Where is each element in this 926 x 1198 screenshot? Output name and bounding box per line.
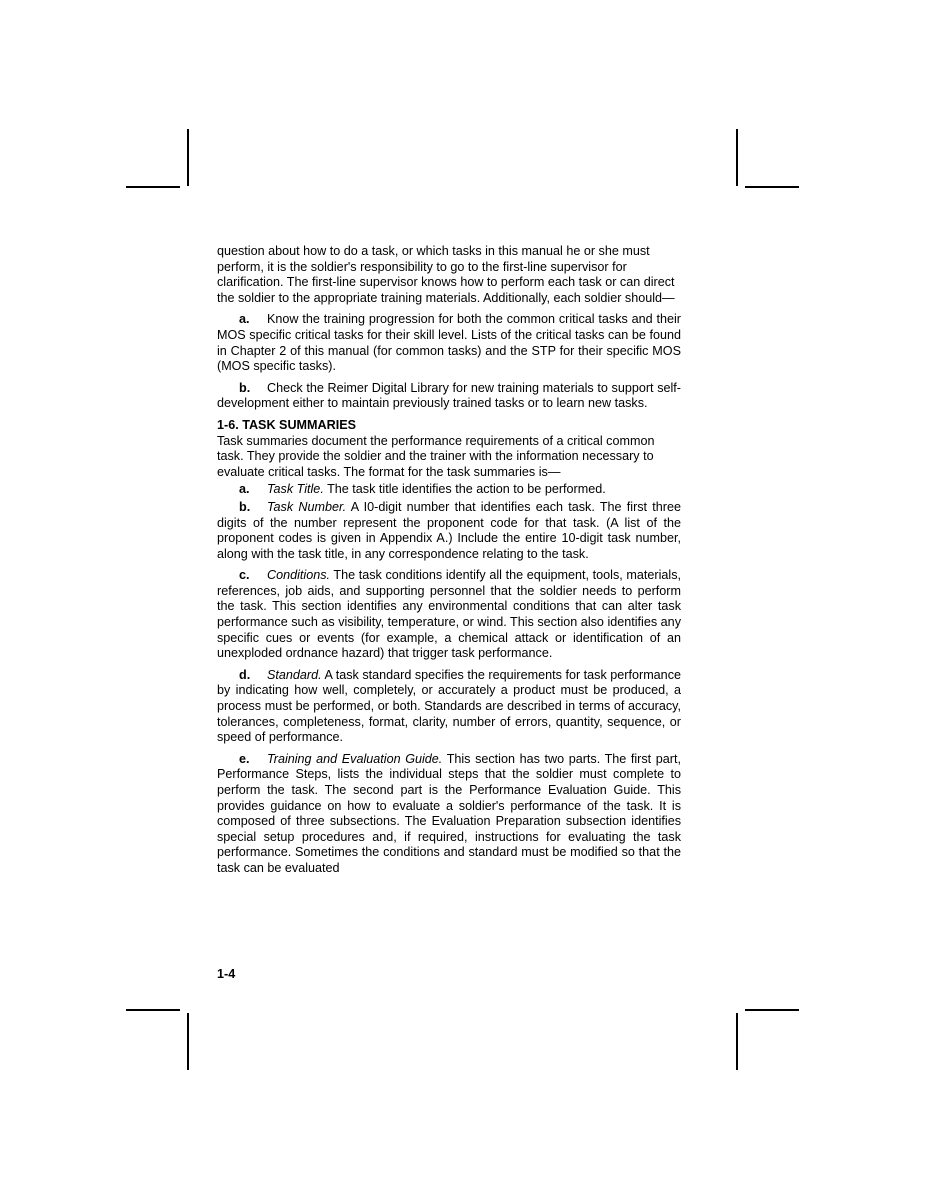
crop-mark-bottom-left-vertical (187, 1013, 189, 1070)
paragraph-b-text: Check the Reimer Digital Library for new training materials to support self-development either to maintain previously trained tasks or to learn new tasks. (217, 380, 681, 411)
body-text (217, 244, 681, 883)
crop-mark-bottom-right-horizontal (745, 1009, 799, 1011)
summary-item-c-term: Conditions. (267, 568, 331, 583)
crop-mark-top-right-horizontal (745, 186, 799, 188)
paragraph-b (217, 381, 681, 412)
summary-item-c-text: The task conditions identify all the equipment, tools, materials, references, job aids, and supporting personnel that the soldier needs to perform the task. This section identifies any environmental conditions that can alter task performance such as visibility, temperature, or wind. This section also identifies any specific cues or events (for example, a chemical attack or identification of an unexploded ordnance hazard) that trigger task performance. (217, 568, 681, 661)
summary-item-d-letter: d. (239, 667, 251, 682)
summary-item-e-term: Training and Evaluation Guide. (267, 751, 443, 766)
summary-item-a-letter: a. (239, 482, 250, 497)
summary-item-a-text: The task title identifies the action to be performed. (323, 482, 606, 497)
summary-item-e (217, 752, 681, 877)
summary-item-c (217, 568, 681, 662)
crop-mark-bottom-right-vertical (736, 1013, 738, 1070)
summary-item-b-letter: b. (239, 499, 251, 514)
crop-mark-top-left-horizontal (126, 186, 180, 188)
crop-mark-bottom-left-horizontal (126, 1009, 180, 1011)
summary-item-b-text: A I0-digit number that identifies each task. The first three digits of the number represent the proponent code for that task. (A list of the proponent codes is given in Appendix A.) Include the entire 10-digit task number, along with the task title, in any correspondence relating to the task. (217, 499, 681, 561)
paragraph-b-letter: b. (239, 380, 251, 395)
summary-item-e-letter: e. (239, 751, 250, 766)
summary-item-e-text: This section has two parts. The first part, Performance Steps, lists the individual steps that the soldier must complete to perform the task. The second part is the Performance Evaluation Guide. This provides guidance on how to evaluate a soldier's performance of the task. It is composed of three subsections. The Evaluation Preparation subsection identifies special setup procedures and, if required, instructions for evaluating the task performance. Sometimes the conditions and standard must be modified so that the task can be evaluated (217, 751, 681, 875)
summary-item-d-term: Standard. (267, 667, 322, 682)
page-number: 1-4 (217, 967, 236, 981)
summary-item-d-text: A task standard specifies the requirements for task performance by indicating how well, completely, or accurately a product must be produced, a process must be performed, or both. Standards are described in terms of accuracy, tolerances, completeness, format, clarity, number of errors, quantity, sequence, or speed of performance. (217, 667, 681, 745)
crop-mark-top-left-vertical (187, 129, 189, 186)
summary-item-a (217, 482, 681, 498)
intro-paragraph: question about how to do a task, or which tasks in this manual he or she must perform, it is the soldier's responsibility to go to the first-line supervisor for clarification. The first-line supervisor knows how to perform each task or can direct the soldier to the appropriate training materials. Additionally, each soldier should— (217, 244, 675, 305)
summary-item-a-term: Task Title. (267, 482, 324, 497)
section-heading: 1-6. TASK SUMMARIES (217, 417, 357, 432)
crop-mark-top-right-vertical (736, 129, 738, 186)
summary-item-b (217, 500, 681, 562)
paragraph-a-text: Know the training progression for both the common critical tasks and their MOS specific critical tasks for their skill level. Lists of the critical tasks can be found in Chapter 2 of this manual (for common tasks) and the STP for their specific MOS (MOS specific tasks). (217, 312, 681, 374)
section-intro-paragraph: Task summaries document the performance requirements of a critical common task. They provide the soldier and the trainer with the information necessary to evaluate critical tasks. The format for the task summaries is— (217, 433, 655, 479)
paragraph-a (217, 312, 681, 374)
summary-item-d (217, 668, 681, 746)
paragraph-a-letter: a. (239, 312, 250, 327)
summary-item-b-term: Task Number. (267, 499, 347, 514)
summary-item-c-letter: c. (239, 568, 250, 583)
